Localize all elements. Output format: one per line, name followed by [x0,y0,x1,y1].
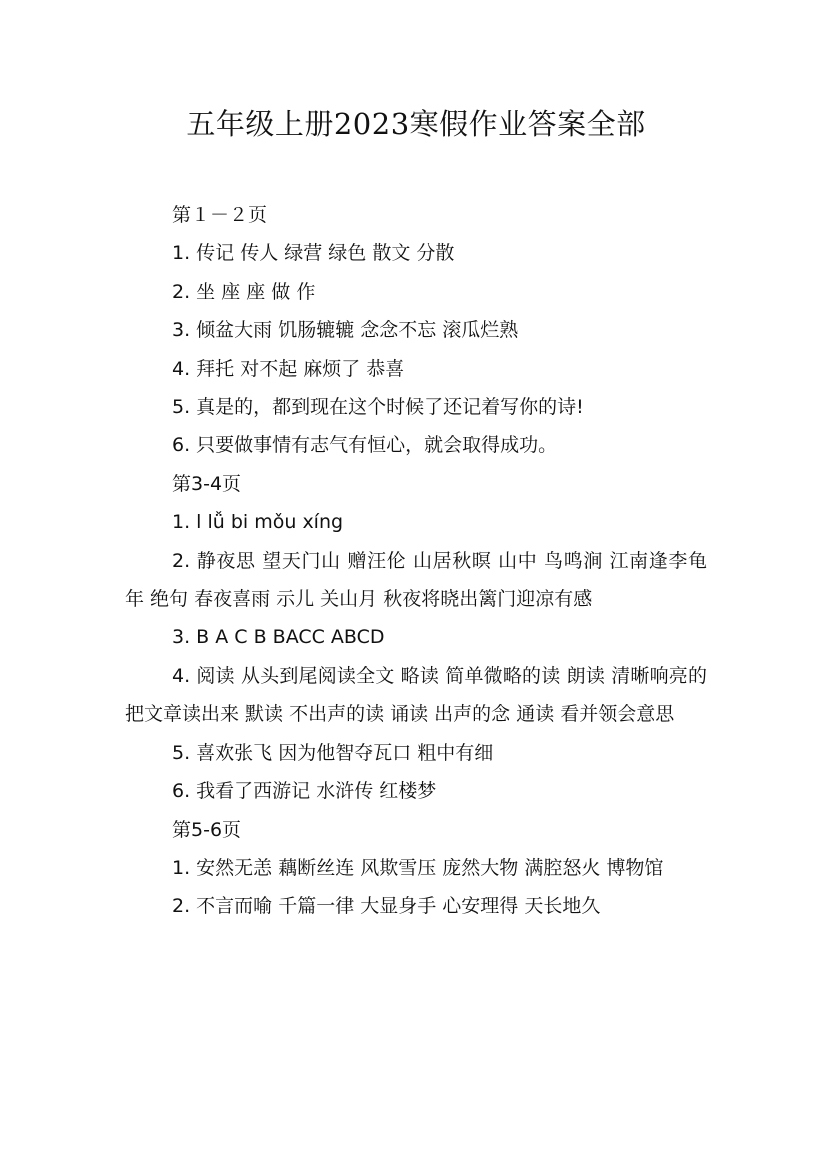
answer-line: 6. 我看了西游记 水浒传 红楼梦 [172,780,437,803]
answer-line: 3. B A C B BACC ABCD [172,626,385,649]
answer-line: 2. 静夜思 望天门山 赠汪伦 山居秋暝 山中 鸟鸣涧 江南逢李龟年 绝句 春夜喜雨 示儿 关山月 秋夜将晓出篱门迎凉有感 [125,549,707,611]
document-title: 五年级上册2023寒假作业答案全部 [186,107,646,141]
answer-line: 1. l lǚ bi mǒu xíng [172,511,344,534]
answer-line: 2. 不言而喻 千篇一律 大显身手 心安理得 天长地久 [172,895,601,918]
answer-line: 1. 传记 传人 绿营 绿色 散文 分散 [172,242,455,265]
document-body [125,196,707,926]
section-heading: 第5-6页 [172,818,242,841]
answer-line: 1. 安然无恙 藕断丝连 风欺雪压 庞然大物 满腔怒火 博物馆 [172,856,664,879]
answer-line: 3. 倾盆大雨 饥肠辘辘 念念不忘 滚瓜烂熟 [172,319,519,342]
answer-line: 4. 拜托 对不起 麻烦了 恭喜 [172,357,405,380]
section-heading: 第3-4页 [172,472,242,495]
answer-line: 5. 真是的，都到现在这个时候了还记着写你的诗! [172,396,584,419]
section-heading: 第１－２页 [172,204,268,226]
answer-line: 6. 只要做事情有志气有恒心，就会取得成功。 [172,434,558,457]
answer-line: 2. 坐 座 座 做 作 [172,280,316,303]
answer-line: 4. 阅读 从头到尾阅读全文 略读 简单微略的读 朗读 清晰响亮的把文章读出来 默读 不出声的读 诵读 出声的念 通读 看并领会意思 [125,664,707,726]
answer-line: 5. 喜欢张飞 因为他智夺瓦口 粗中有细 [172,741,494,764]
